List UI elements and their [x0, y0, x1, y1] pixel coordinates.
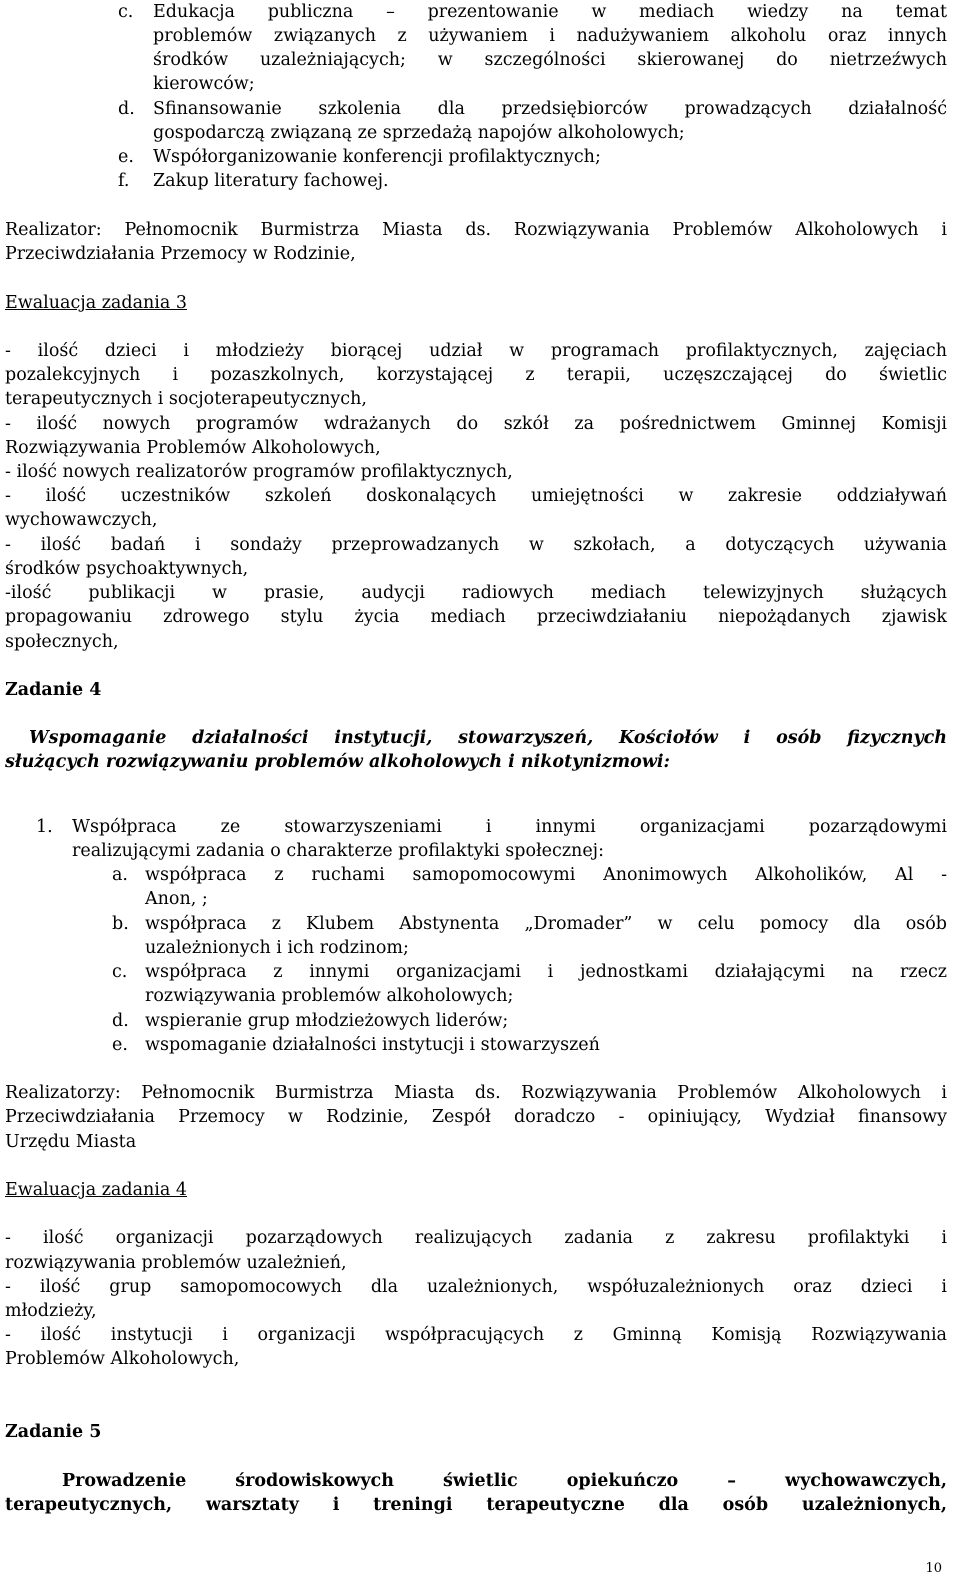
list-item-d-line-1: Sfinansowanie szkolenia dla przedsiębiorców prowadzących działalność: [153, 99, 947, 119]
zadanie-4-item-c-line-1: współpraca z innymi organizacjami i jednostkami działającymi na rzecz: [145, 962, 947, 982]
list-item-c-line-1: Edukacja publiczna – prezentowanie w mediach wiedzy na temat: [153, 2, 947, 22]
zadanie-4-item-a-line-2: Anon, ;: [145, 889, 208, 909]
zadanie-5-subtitle-line-1: Prowadzenie środowiskowych świetlic opiekuńczo – wychowawczych,: [62, 1471, 947, 1491]
zadanie-4-heading: Zadanie 4: [5, 680, 102, 700]
list-item-e: Współorganizowanie konferencji profilaktycznych;: [153, 147, 601, 167]
zadanie-4-item-c-line-2: rozwiązywania problemów alkoholowych;: [145, 986, 514, 1006]
ewaluacja-3-line-6: - ilość nowych realizatorów programów profilaktycznych,: [5, 462, 513, 482]
list-marker-a: a.: [112, 865, 128, 885]
list-marker-c2: c.: [112, 962, 128, 982]
ewaluacja-3-line-4: - ilość nowych programów wdrażanych do szkół za pośrednictwem Gminnej Komisji: [5, 414, 947, 434]
zadanie-4-subtitle-line-1: Wspomaganie działalności instytucji, stowarzyszeń, Kościołów i osób fizycznych: [29, 728, 947, 748]
ewaluacja-4-heading: Ewaluacja zadania 4: [5, 1180, 187, 1200]
ewaluacja-4-line-3: - ilość grup samopomocowych dla uzależnionych, współuzależnionych oraz dzieci i: [5, 1277, 947, 1297]
ewaluacja-3-line-8: wychowawczych,: [5, 510, 158, 530]
zadanie-5-subtitle-line-2: terapeutycznych, warsztaty i treningi terapeutyczne dla osób uzależnionych,: [5, 1495, 947, 1515]
ewaluacja-3-line-9: - ilość badań i sondaży przeprowadzanych w szkołach, a dotyczących używania: [5, 535, 947, 555]
ewaluacja-3-line-2: pozalekcyjnych i pozaszkolnych, korzystającej z terapii, uczęszczającej do świetlic: [5, 365, 947, 385]
list-marker-f: f.: [118, 171, 130, 191]
ewaluacja-3-line-7: - ilość uczestników szkoleń doskonalących umiejętności w zakresie oddziaływań: [5, 486, 947, 506]
list-marker-c: c.: [118, 2, 134, 22]
ewaluacja-3-line-5: Rozwiązywania Problemów Alkoholowych,: [5, 438, 381, 458]
list-marker-d2: d.: [112, 1011, 129, 1031]
list-marker-1: 1.: [36, 817, 53, 837]
list-marker-b: b.: [112, 914, 129, 934]
ewaluacja-3-line-10: środków psychoaktywnych,: [5, 559, 249, 579]
list-item-c-line-3: środków uzależniających; w szczególności skierowanej do nietrzeźwych: [153, 50, 947, 70]
zadanie-4-item-b-line-1: współpraca z Klubem Abstynenta „Dromader” w celu pomocy dla osób: [145, 914, 947, 934]
zadanie-4-item-b-line-2: uzależnionych i ich rodzinom;: [145, 938, 409, 958]
list-item-c-line-4: kierowców;: [153, 74, 255, 94]
realizator-line-1: Realizator: Pełnomocnik Burmistrza Miasta ds. Rozwiązywania Problemów Alkoholowych i: [5, 220, 947, 240]
zadanie-4-item-d: wspieranie grup młodzieżowych liderów;: [145, 1011, 509, 1031]
zadanie-5-heading: Zadanie 5: [5, 1422, 102, 1442]
ewaluacja-3-line-11: -ilość publikacji w prasie, audycji radiowych mediach telewizyjnych służących: [5, 583, 947, 603]
list-marker-d: d.: [118, 99, 135, 119]
realizatorzy-line-1: Realizatorzy: Pełnomocnik Burmistrza Miasta ds. Rozwiązywania Problemów Alkoholowych i: [5, 1083, 947, 1103]
list-item-c-line-2: problemów związanych z używaniem i nadużywaniem alkoholu oraz innych: [153, 26, 947, 46]
page-number: 10: [925, 1561, 942, 1576]
zadanie-4-subtitle-line-2: służących rozwiązywaniu problemów alkoholowych i nikotynizmowi:: [5, 752, 670, 772]
ewaluacja-3-line-1: - ilość dzieci i młodzieży biorącej udział w programach profilaktycznych, zajęciach: [5, 341, 947, 361]
ewaluacja-4-line-5: - ilość instytucji i organizacji współpracujących z Gminną Komisją Rozwiązywania: [5, 1325, 947, 1345]
list-item-d-line-2: gospodarczą związaną ze sprzedażą napojów alkoholowych;: [153, 123, 685, 143]
list-marker-e: e.: [118, 147, 134, 167]
realizatorzy-line-2: Przeciwdziałania Przemocy w Rodzinie, Zespół doradczo - opiniujący, Wydział finansowy: [5, 1107, 947, 1127]
zadanie-4-item-e: wspomaganie działalności instytucji i stowarzyszeń: [145, 1035, 600, 1055]
realizatorzy-line-3: Urzędu Miasta: [5, 1132, 137, 1152]
ewaluacja-3-heading: Ewaluacja zadania 3: [5, 293, 187, 313]
ewaluacja-4-line-1: - ilość organizacji pozarządowych realizujących zadania z zakresu profilaktyki i: [5, 1228, 947, 1248]
zadanie-4-item-1-line-1: Współpraca ze stowarzyszeniami i innymi organizacjami pozarządowymi: [72, 817, 947, 837]
realizator-line-2: Przeciwdziałania Przemocy w Rodzinie,: [5, 244, 356, 264]
zadanie-4-item-1-line-2: realizującymi zadania o charakterze profilaktyki społecznej:: [72, 841, 605, 861]
list-marker-e2: e.: [112, 1035, 128, 1055]
ewaluacja-3-line-12: propagowaniu zdrowego stylu życia mediach przeciwdziałaniu niepożądanych zjawisk: [5, 607, 947, 627]
ewaluacja-3-line-13: społecznych,: [5, 632, 119, 652]
ewaluacja-3-line-3: terapeutycznych i socjoterapeutycznych,: [5, 389, 367, 409]
ewaluacja-4-line-2: rozwiązywania problemów uzależnień,: [5, 1253, 347, 1273]
zadanie-4-item-a-line-1: współpraca z ruchami samopomocowymi Anonimowych Alkoholików, Al -: [145, 865, 947, 885]
list-item-f: Zakup literatury fachowej.: [153, 171, 389, 191]
ewaluacja-4-line-6: Problemów Alkoholowych,: [5, 1349, 240, 1369]
ewaluacja-4-line-4: młodzieży,: [5, 1301, 97, 1321]
